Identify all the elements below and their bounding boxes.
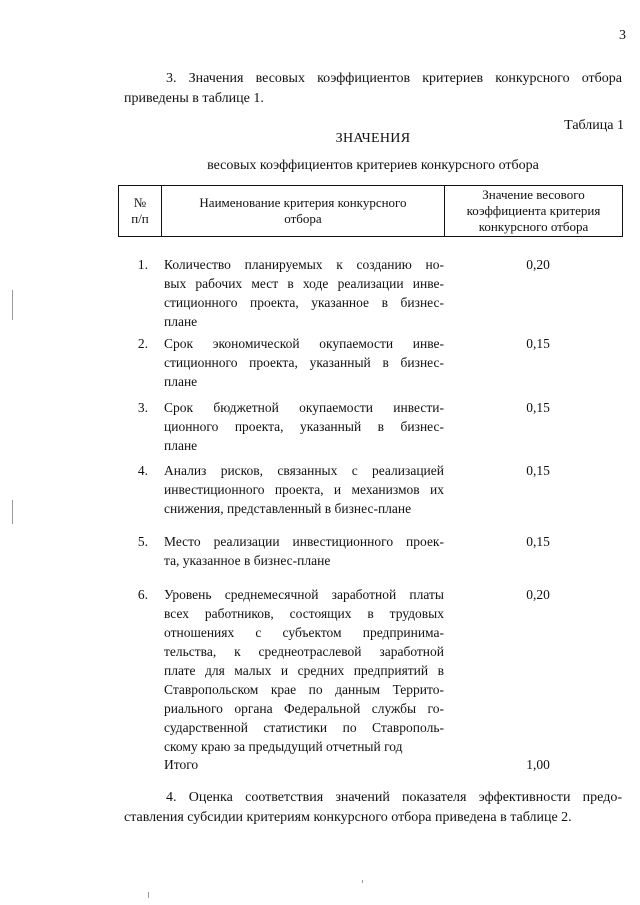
intro-line-2: приведены в таблице 1. — [124, 91, 264, 106]
table-label: Таблица 1 — [564, 118, 624, 133]
row-criterion: Срок бюджетной окупаемости инвести- ционного проекта, указанный в бизнес- плане — [164, 400, 444, 453]
header-name: Наименование критерия конкурсного отбора — [162, 186, 445, 237]
row-number: 2. — [137, 336, 148, 351]
scan-speck — [148, 892, 149, 898]
row-value: 0,15 — [526, 336, 550, 351]
row-criterion: Количество планируемых к созданию но- вых рабочих мест в ходе реализации инве- стиционного проекта, указанное в бизнес- плане — [164, 257, 444, 329]
intro-line-1: 3. Значения весовых коэффициентов критериев конкурсного отбора — [166, 71, 622, 86]
row-number: 1. — [137, 257, 148, 272]
row-value: 0,20 — [526, 257, 550, 272]
closing-line-1: 4. Оценка соответствия значений показателя эффективности предо- — [166, 790, 622, 805]
closing-paragraph — [124, 788, 622, 828]
row-value: 0,15 — [526, 463, 550, 478]
header-value: Значение весового коэффициента критерия конкурсного отбора — [445, 186, 623, 237]
row-value: 0,15 — [526, 534, 550, 549]
closing-line-2: ставления субсидии критериям конкурсного отбора приведена в таблице 2. — [124, 810, 572, 825]
table-subtitle: весовых коэффициентов критериев конкурсного отбора — [207, 158, 539, 173]
table-title: ЗНАЧЕНИЯ — [335, 131, 411, 146]
intro-paragraph — [124, 69, 622, 109]
row-criterion: Анализ рисков, связанных с реализацией инвестиционного проекта, и механизмов их снижения, представленный в бизнес-плане — [164, 463, 444, 516]
row-value: 0,20 — [526, 587, 550, 602]
total-label: Итого — [164, 757, 199, 772]
scan-speck — [12, 500, 13, 524]
table-header — [118, 185, 623, 237]
total-value: 1,00 — [526, 757, 550, 772]
row-number: 4. — [137, 463, 148, 478]
row-criterion: Срок экономической окупаемости инве- стиционного проекта, указанный в бизнес- плане — [164, 336, 444, 389]
row-value: 0,15 — [526, 400, 550, 415]
scan-speck — [362, 880, 363, 883]
row-criterion: Уровень среднемесячной заработной платы всех работников, состоящих в трудовых отношениях с субъектом предпринима- тельства, к среднеотраслевой заработной плате для малых и средних предприятий в Ставропольском крае по данным Террито- риального органа Федеральной службы го- сударственной статистики по Ставрополь- скому краю за предыдущий отчетный год — [164, 587, 444, 754]
row-number: 5. — [137, 534, 148, 549]
row-number: 6. — [137, 587, 148, 602]
header-num: № п/п — [119, 186, 162, 237]
row-number: 3. — [137, 400, 148, 415]
scan-speck — [12, 290, 13, 320]
row-criterion: Место реализации инвестиционного проек- та, указанное в бизнес-плане — [164, 534, 444, 568]
page-number: 3 — [619, 28, 626, 43]
